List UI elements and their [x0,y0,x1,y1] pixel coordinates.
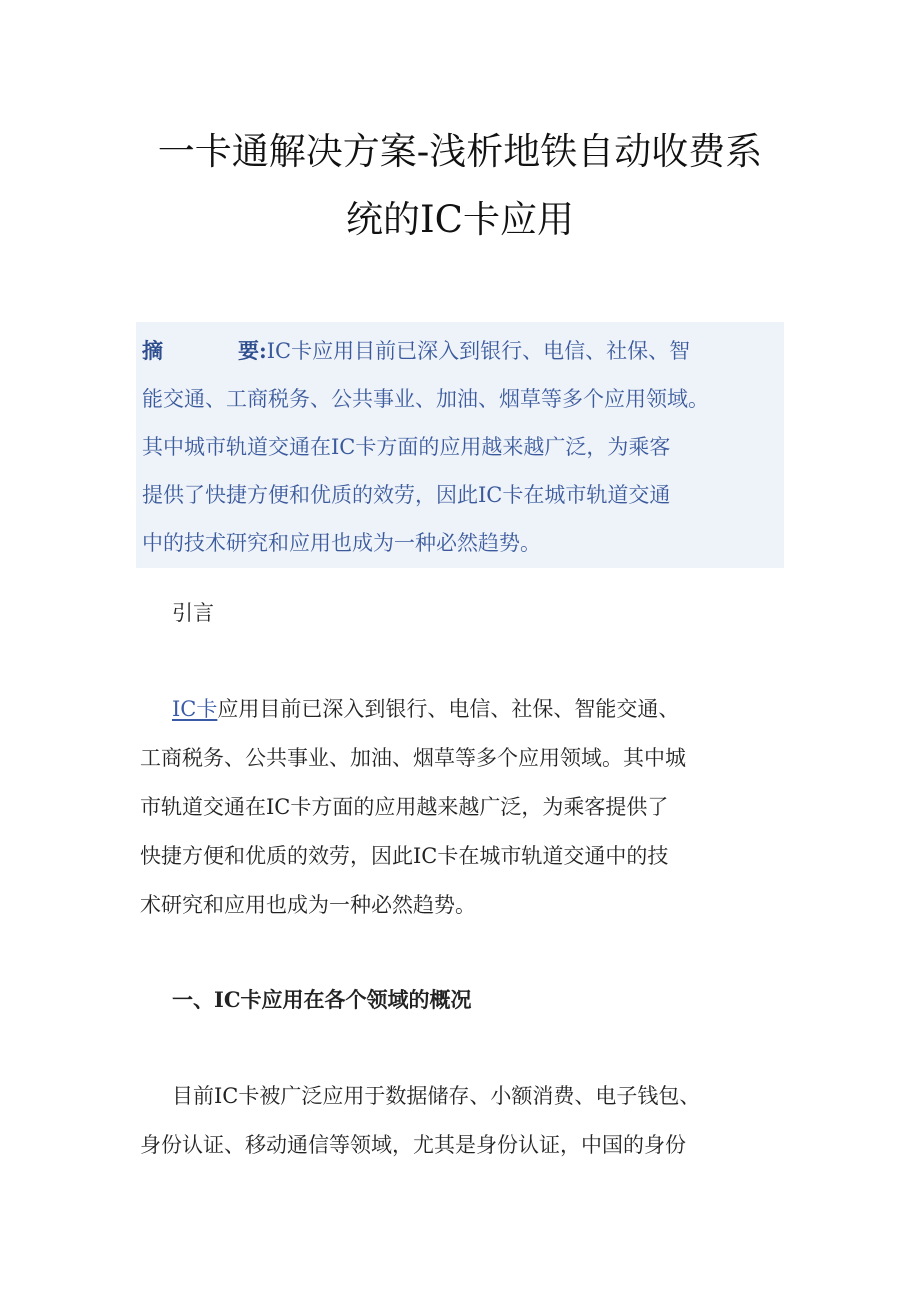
abstract-line: 中的技术研究和应用也成为一种必然趋势。 [142,531,541,555]
document-title-line-2: 统的IC卡应用 [346,198,574,241]
intro-line: 工商税务、公共事业、加油、烟草等多个应用领域。其中城 [140,746,686,770]
intro-line: 快捷方便和优质的效劳，因此IC卡在城市轨道交通中的技 [140,844,669,868]
intro-heading: 引言 [172,601,214,625]
section-1-line: 身份认证、移动通信等领域，尤其是身份认证，中国的身份 [140,1133,686,1157]
section-1-line: 目前IC卡被广泛应用于数据储存、小额消费、电子钱包、 [172,1084,701,1108]
abstract-box [136,322,784,568]
abstract-line: 提供了快捷方便和优质的效劳，因此IC卡在城市轨道交通 [142,483,671,507]
ic-card-link[interactable]: IC卡 [172,697,218,721]
abstract-line: 能交通、工商税务、公共事业、加油、烟草等多个应用领域。 [142,387,709,411]
document-title-line-1: 一卡通解决方案-浅析地铁自动收费系 [157,130,763,173]
abstract-line [142,336,782,366]
abstract-label-second: 要: [238,338,267,363]
section-1-heading: 一、IC卡应用在各个领域的概况 [172,987,472,1012]
intro-line [172,694,679,724]
abstract-line: 其中城市轨道交通在IC卡方面的应用越来越广泛，为乘客 [142,435,671,459]
intro-line: 市轨道交通在IC卡方面的应用越来越广泛，为乘客提供了 [140,795,669,819]
intro-first-line-text: 应用目前已深入到银行、电信、社保、智能交通、 [217,697,680,721]
intro-line: 术研究和应用也成为一种必然趋势。 [140,893,476,917]
abstract-text: IC卡应用目前已深入到银行、电信、社保、智 [266,339,691,363]
abstract-label-first: 摘 [142,338,163,363]
